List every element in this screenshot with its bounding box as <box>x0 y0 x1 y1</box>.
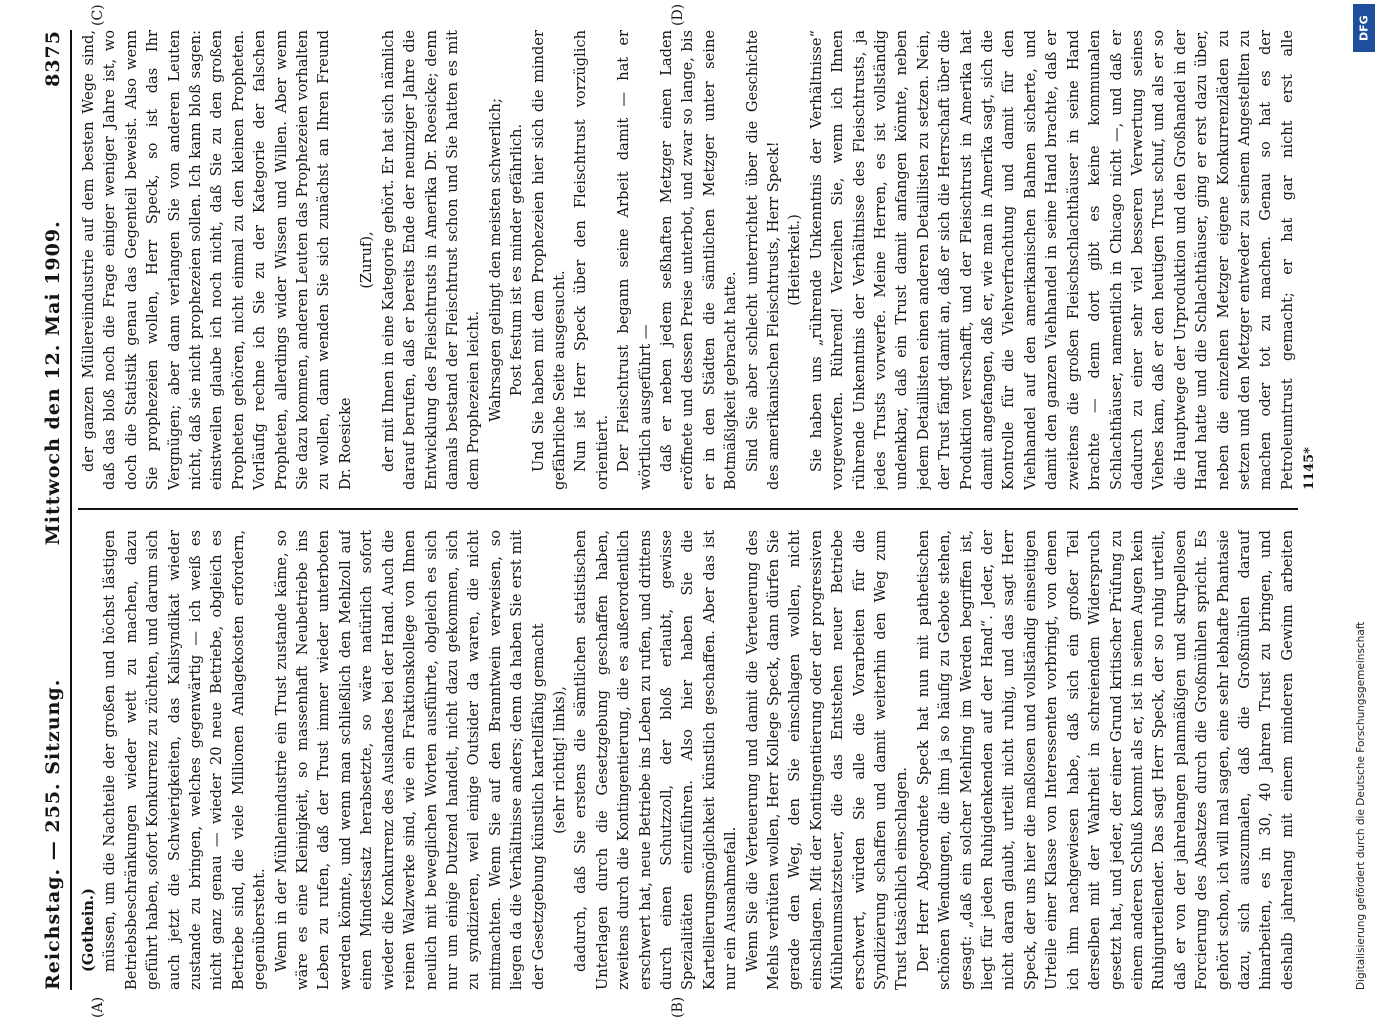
dfg-credit-text: Digitalisierung gefördert durch die Deutsche Forschungsgemeinschaft <box>1355 621 1367 990</box>
column-divider <box>78 508 1298 510</box>
signature-code: 1145* <box>1302 447 1317 490</box>
interjection: (Heiterkeit.) <box>786 214 804 306</box>
paragraph: Der Herr Abgeordnete Speck hat nun mit pathetischen schönen Wendungen, die ihm ja so häufig zu Gebote stehen, gesagt: „daß ein solcher Mehlring im Werden begriffen ist, liegt für jeden Ruhigdenkenden auf der Hand“. Jeder, der nicht daran glaubt, urteilt nicht ruhig, und das sagt Herr Speck, der uns hier die maßlosen und vollständig einseitigen Urteile einer Klasse von Interessenten vorbringt, von denen ich ihm nachgewiesen habe, daß sich ein großer Teil derselben mit der Wahrheit in schreiendem Widerspruch gesetzt hat, und jeder, der einer Grund kritischer Prüfung zu einem anderen Schluß kommt als er, ist in seinen Augen kein Ruhigurteilender. Das sagt Herr Speck, der so ruhig urteilt, daß er von der jahrelangen planmäßigen und skrupellosen Forcierung des Absatzes durch die Großmühlen spricht. Es gehört schon, ich will mal sagen, eine sehr lebhafte Phantasie dazu, sich auszumalen, daß die Großmühlen darauf hinarbeiten, es in 30, 40 Jahren Trust zu bringen, und deshalb jahrelang mit einem minderen Gewinn arbeiten <box>914 530 1296 990</box>
margin-marker-a: (A) <box>90 996 106 1018</box>
paragraph: Sind Sie aber schlecht unterrichtet über die Geschichte des amerikanischen Fleischtrusts, Herr Speck! <box>743 30 782 490</box>
verse-line: Wahrsagen gelingt den meisten schwerlich; <box>486 98 504 422</box>
paragraph: Nun ist Herr Speck über den Fleischtrust vorzüglich orientiert. <box>572 30 611 490</box>
paragraph: der mit Ihnen in eine Kategorie gehört. Er hat sich nämlich darauf berufen, daß er bereits Ende der neunziger Jahre die Entwicklung des Fleischtrusts in Amerika Dr. Roesicke; denn damals bestand der Fleischtrust schon und Sie hatten es mit dem Prophezeien leicht. <box>379 30 483 490</box>
interjection: (Zuruf), <box>358 231 376 289</box>
header-left: Reichstag. — 255. Sitzung. <box>42 678 64 990</box>
verse-line: Post festum ist es minder gefährlich. <box>508 123 526 397</box>
paragraph: der ganzen Müllereiindustrie auf dem besten Wege sind, daß das bloß noch die Frage einiger weniger Jahre ist, wo doch die Statistik genau das Gegenteil beweist. Also wenn Sie prophezeien wollen, Herr Speck, so ist das Ihr Vergnügen; aber dann verlangen Sie von anderen Leuten nicht, daß sie nicht prophezeien sollen. Ich kann bloß sagen: einstweilen glaube ich noch nicht, daß Sie zu den großen Propheten gehören, nicht einmal zu den kleinen Propheten. Vorläufig rechne ich Sie zu der Kategorie der falschen Propheten, allerdings wider Wissen und Willen. Aber wenn Sie dazu kommen, anderen Leuten das Prophezeien vorhalten zu wollen, dann wenden Sie sich zunächst an Ihren Freund Dr. Roesicke <box>80 30 354 490</box>
header-date: Mittwoch den 12. Mai 1909. <box>42 220 64 546</box>
page-number: 8375 <box>42 30 64 87</box>
paragraph: Sie haben uns „rührende Unkenntnis der Verhältnisse“ vorgeworfen. Rührend! Verzeihen Sie, wenn ich Ihnen rührende Unkenntnis der Verhältnisse des Fleischtrusts, ja jedes Trusts vorwerfe. Meine Herren, es ist vollständig undenkbar, daß ein Trust damit anfangen könnte, neben jedem Detaillisten einen anderen Detaillisten zu setzen. Nein, der Trust fängt damit an, daß er sich die Herrschaft über die Produktion verschafft, und der Fleischtrust in Amerika hat damit angefangen, daß er, wie man in Amerika sagt, sich die Kontrolle für die Viehverfrachtung und damit für den Viehhandel auf den amerikanischen Bahnen sicherte, und damit den ganzen Viehhandel in seine Hand brachte, daß er zweitens die großen Fleischschlachthäuser in seine Hand brachte — denn dort gibt es keine kommunalen Schlachthäuser, namentlich in Chicago nicht —, und daß er dadurch zu einer sehr viel besseren Verwertung seines Viehes kam, daß er den heutigen Trust schuf, und als er so die Hauptwege der Urproduktion und den Großhandel in der Hand hatte und die Schlachthäuser, ging er erst dazu über, neben die einzelnen Metzger eigene Konkurrenzläden zu setzen und den Metzger entweder zu seinem Angestellten zu machen oder tot zu machen. Genau so hat es der Petroleumtrust gemacht; er hat gar nicht erst alle <box>807 30 1296 490</box>
speaker-label: (Gothein.) <box>80 888 97 972</box>
rotated-page-scan <box>30 3 1320 1018</box>
paragraph: müssen, um die Nachteile der großen und höchst lästigen Betriebsbeschränkungen wieder wett zu machen, dazu geführt haben, sofort Konkurrenz zu züchten, und darum sich auch jetzt die Schwierigkeiten, das Kalisyndikat wieder zustande zu bringen, welches gegenwärtig — ich weiß es nicht ganz genau — wieder 20 neue Betriebe, obgleich es Betriebe sind, die viele Millionen Anlagekosten erfordern, gegenübersteht. <box>101 530 269 990</box>
left-column <box>78 530 1298 990</box>
quote: daß er neben jedem seßhaften Metzger einen Laden eröffnete und dessen Preise unterbot, und zwar so lange, bis er in den Städten die sämtlichen Metzger unter seine Botmäßigkeit gebracht hatte. <box>657 30 740 490</box>
margin-marker-d: (D) <box>670 3 686 26</box>
paragraph: Wenn in der Mühlenindustrie ein Trust zustande käme, so wäre es eine Kleinigkeit, so massenhaft Neubetriebe ins Leben zu rufen, daß der Trust immer wieder unterboten werden könnte, und wenn man schließlich den Mehlzoll auf einen Mindestsatz herabsetzte, so wäre natürlich sofort wieder die Konkurrenz des Auslandes bei der Hand. Auch die reinen Walzwerke sind, wie ein Fraktionskollege von Ihnen neulich mit beweglichen Worten ausführte, obgleich es sich nur um einige Dutzend handelt, nicht dazu gekommen, sich zu syndizieren, weil einige Outsider da waren, die nicht mitmachten. Wenn Sie auf den Branntwein verweisen, so liegen da die Verhältnisse anders; denn da haben Sie erst mit der Gesetzgebung künstlich kartellfähig gemacht <box>272 530 547 990</box>
paragraph: dadurch, daß Sie erstens die sämtlichen statistischen Unterlagen durch die Gesetzgebung geschaffen haben, zweitens durch die Kontingentierung, die es außerordentlich erschwert hat, neue Betriebe ins Leben zu rufen, und drittens durch einen Schutzzoll, der bloß erlaubt, gewisse Spezialitäten einzuführen. Also hier haben Sie die Kartellierungsmöglichkeit künstlich geschaffen. Aber das ist nur ein Ausnahmefall. <box>572 530 740 990</box>
dfg-credit <box>1353 4 1379 996</box>
right-column <box>78 30 1298 490</box>
paragraph: Wenn Sie die Verteuerung und damit die Verteuerung des Mehls verhüten wollen, Herr Kollege Speck, dann dürfen Sie gerade den Weg, den Sie einschlagen wollen, nicht einschlagen. Mit der Kontingentierung oder der progressiven Mühlenumsatzsteuer, die das Entstehen neuer Betriebe erschwert, würden Sie alle die Vorarbeiten für die Syndizierung schaffen und damit weiterhin den Weg zum Trust tatsächlich einschlagen. <box>743 530 911 990</box>
paragraph: Der Fleischtrust begann seine Arbeit damit — hat er wörtlich ausgeführt — <box>615 30 654 490</box>
margin-marker-b: (B) <box>670 996 686 1018</box>
dfg-logo-icon: DFG <box>1353 4 1375 52</box>
page-header <box>30 30 72 990</box>
interjection: (sehr richtig! links), <box>550 686 568 834</box>
paragraph: Und Sie haben mit dem Prophezeien hier sich die minder gefährliche Seite ausgesucht. <box>529 30 568 490</box>
margin-marker-c: (C) <box>90 4 106 26</box>
